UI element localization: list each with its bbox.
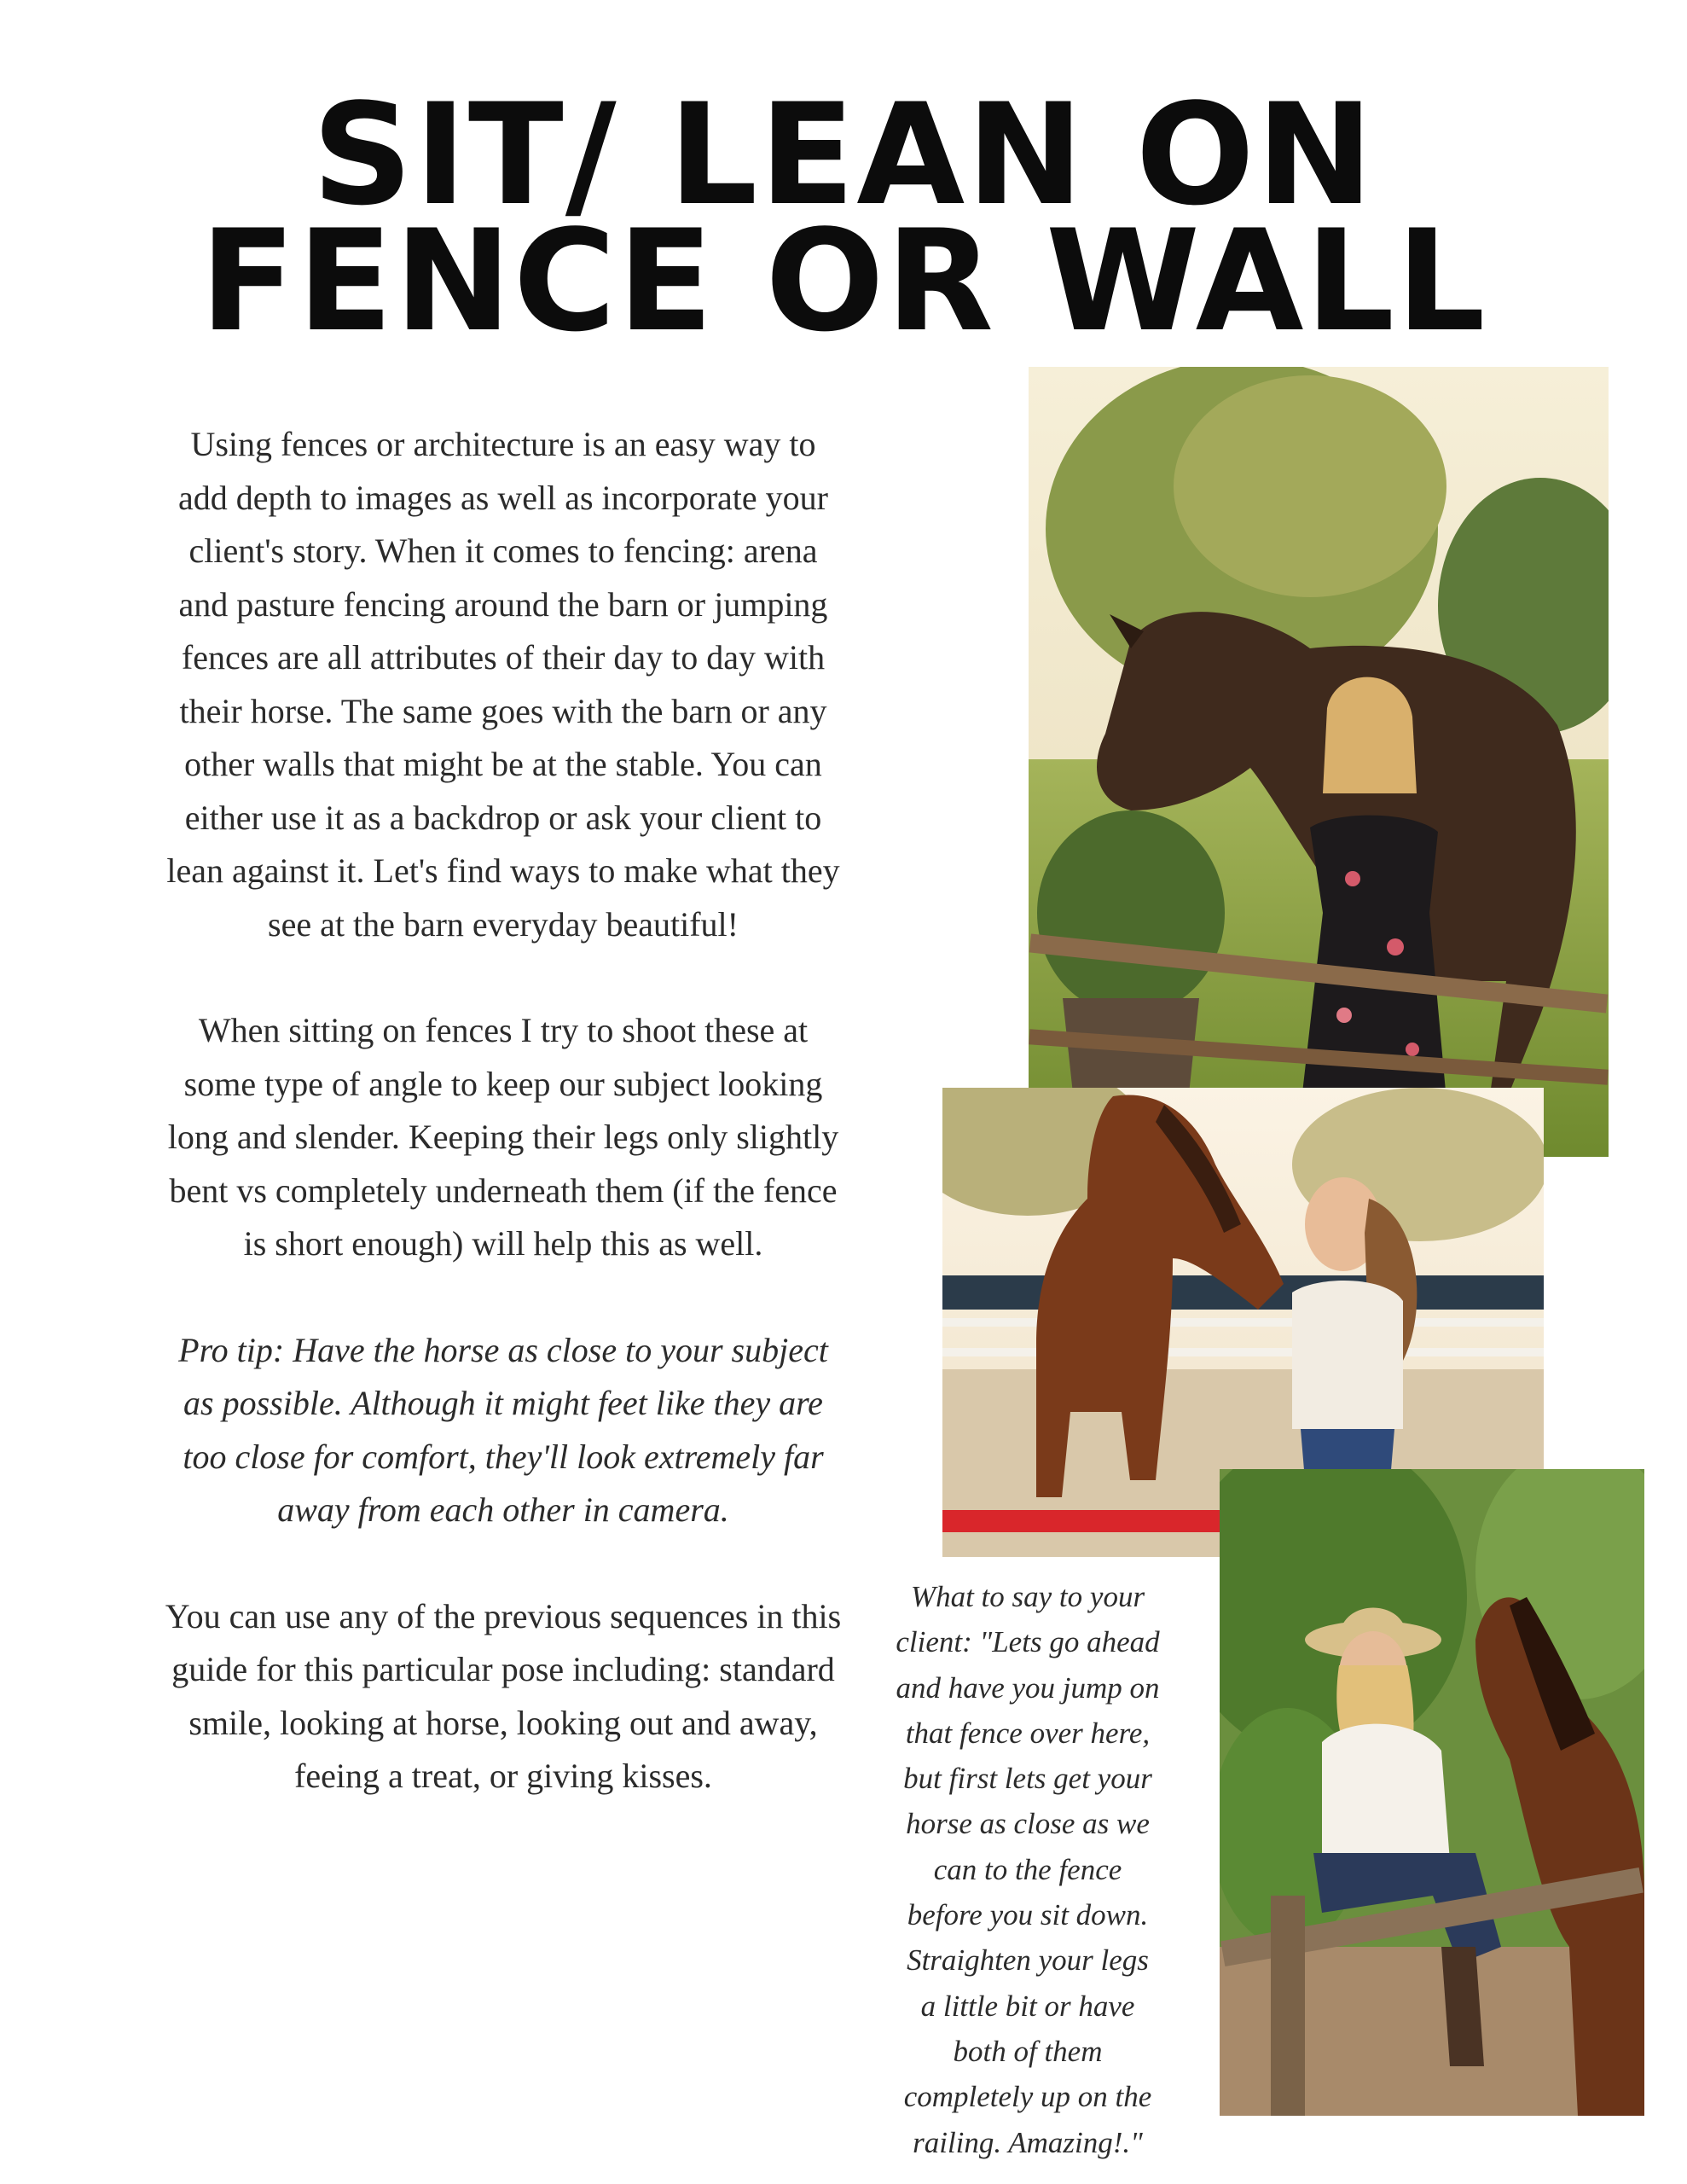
body-text	[162, 418, 844, 1856]
photo-cowgirl-sitting-on-fence	[1220, 1469, 1644, 2116]
photo-girl-with-horse-at-fence	[1029, 367, 1609, 1157]
page-title	[0, 73, 1687, 363]
fence-angle-paragraph: When sitting on fences I try to shoot these at some type of angle to keep our subject looking long and slender. Keeping their legs only slightly bent vs completely underneath them (if the fence is short enough) will help this as well.	[167, 1011, 839, 1263]
client-dialogue-caption: What to say to your client: "Lets go ahead and have you jump on that fence over here, but first lets get your horse as close as we can to the fence before you sit down. Straighten your legs a little bit or have both of them completely up on the railing. Amazing!."	[896, 1580, 1160, 2159]
title-line-2: FENCE OR WALL	[200, 200, 1487, 363]
sequences-paragraph: You can use any of the previous sequences in this guide for this particular pose including: standard smile, looking at horse, looking out and away, feeing a treat, or giving kisses.	[165, 1596, 842, 1795]
title-line-1: SIT/ LEAN ON	[311, 73, 1376, 236]
pro-tip-paragraph: Pro tip: Have the horse as close to your subject as possible. Although it might feet like they are too close for comfort, they'll look extremely far away from each other in camera.	[178, 1330, 828, 1529]
intro-paragraph: Using fences or architecture is an easy way to add depth to images as well as incorporate your client's story. When it comes to fencing: arena and pasture fencing around the barn or jumping fences are all attributes of their day to day with their horse. The same goes with the barn or any other walls that might be at the stable. You can either use it as a backdrop or ask your client to lean against it. Let's find ways to make what they see at the barn everyday beautiful!	[166, 425, 840, 944]
